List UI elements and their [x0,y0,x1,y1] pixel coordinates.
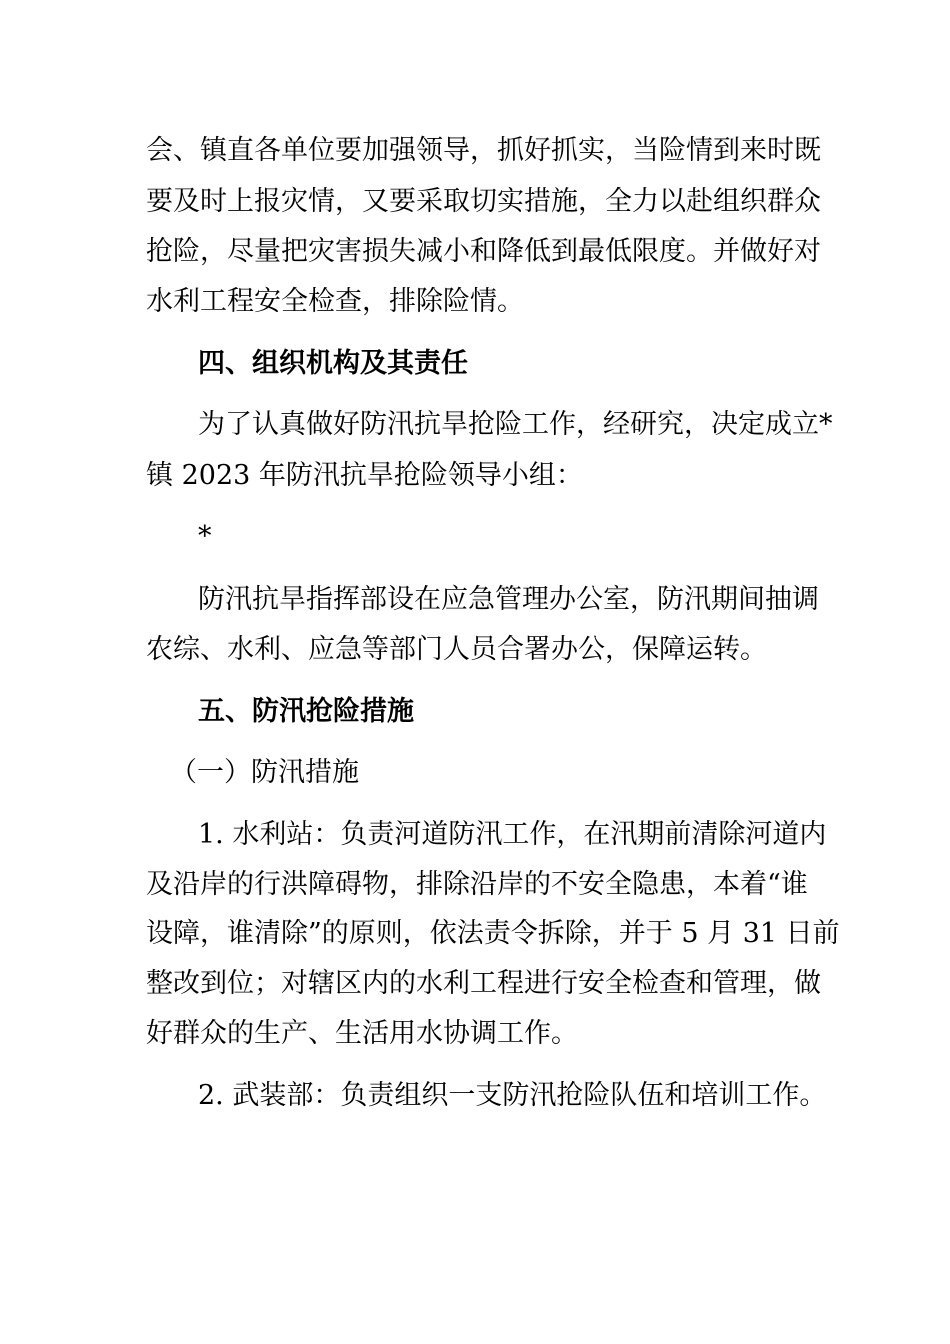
paragraph-line: 会、镇直各单位要加强领导，抓好抓实，当险情到来时既 [146,135,821,166]
paragraph-line: 镇 2023 年防汛抗旱抢险领导小组： [146,460,583,491]
section-heading-5: 五、防汛抢险措施 [198,696,414,727]
paragraph-line: 好群众的生产、生活用水协调工作。 [146,1018,578,1049]
paragraph-line: 抢险，尽量把灾害损失减小和降低到最低限度。并做好对 [146,236,821,267]
paragraph-line: 水利工程安全检查，排除险情。 [146,286,524,317]
paragraph-line: 整改到位；对辖区内的水利工程进行安全检查和管理，做 [146,968,821,999]
section-heading-4: 四、组织机构及其责任 [198,348,468,379]
paragraph-line: 设障，谁清除”的原则，依法责令拆除，并于 5 月 31 日前 [146,918,840,949]
subsection-heading: （一）防汛措施 [170,757,359,788]
paragraph-line: 防汛抗旱指挥部设在应急管理办公室，防汛期间抽调 [198,584,819,615]
paragraph-line: 为了认真做好防汛抗旱抢险工作，经研究，决定成立* [198,409,833,440]
paragraph-line: 及沿岸的行洪障碍物，排除沿岸的不安全隐患，本着“谁 [146,869,808,900]
paragraph-line: 2. 武装部：负责组织一支防汛抢险队伍和培训工作。 [198,1080,827,1111]
paragraph-line: 农综、水利、应急等部门人员合署办公，保障运转。 [146,634,767,665]
paragraph-line: 要及时上报灾情，又要采取切实措施，全力以赴组织群众 [146,186,821,217]
paragraph-line: 1. 水利站：负责河道防汛工作，在汛期前清除河道内 [198,819,827,850]
paragraph-line: * [198,521,212,552]
